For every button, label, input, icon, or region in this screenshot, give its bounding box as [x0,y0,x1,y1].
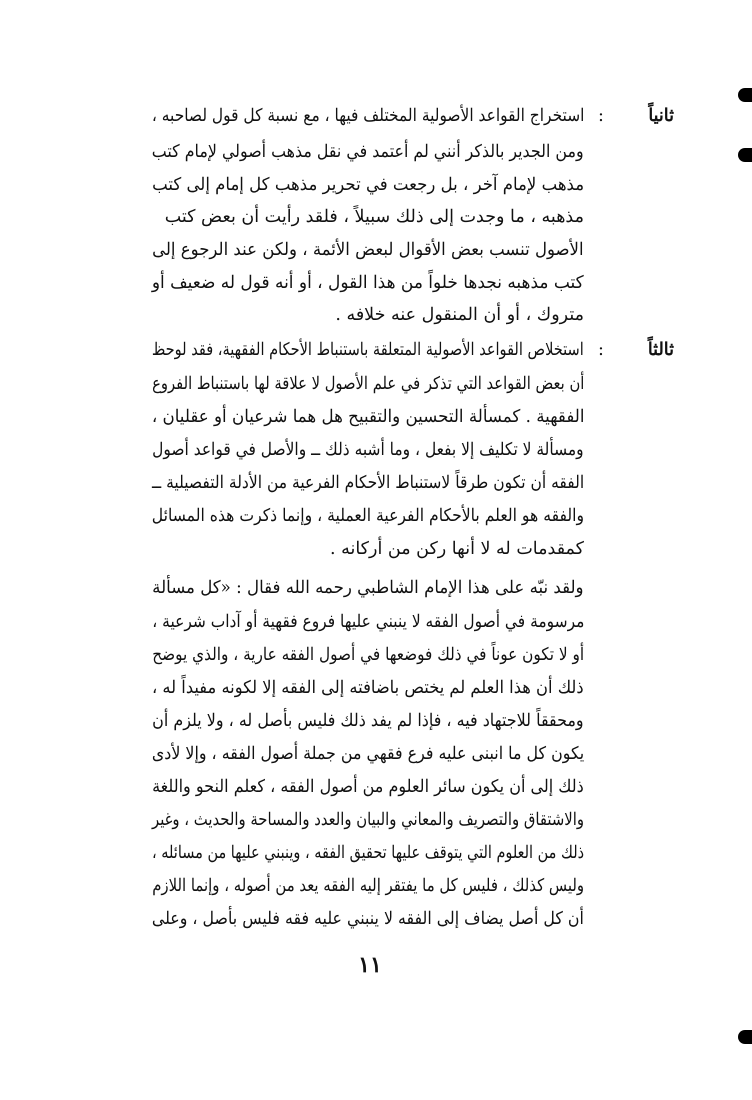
text-line: والفقه هو العلم بالأحكام الفرعية العملية ، وإنما ذكرت هذه المسائل [151,506,584,526]
text-line: ولقد نبّه على هذا الإمام الشاطبي رحمه الله فقال : «كل مسألة [152,578,584,598]
text-line: كمقدمات له لا أنها ركن من أركانه . [329,539,584,559]
text-line: وليس كذلك ، فليس كل ما يفتقر إليه الفقه يعد من أصوله ، وإنما اللازم [152,876,584,896]
text-line: متروك ، أو أن المنقول عنه خلافه . [335,305,584,325]
scan-edge-mark [738,1030,752,1044]
text-line: ومن الجدير بالذكر أنني لم أعتمد في نقل مذهب أصولي لإمام كتب [152,142,584,162]
section-colon: : [598,340,604,360]
text-line: مرسومة في أصول الفقه لا ينبني عليها فروع فقهية أو آداب شرعية ، [151,612,584,632]
text-line: يكون كل ما انبنى عليه فرع فقهي من جملة أصول الفقه ، وإلا لأدى [151,744,584,764]
text-line: ومسألة لا تكليف إلا بفعل ، وما أشبه ذلك ــ والأصل في قواعد أصول [152,440,584,460]
text-line: الفقه أن تكون طرقاً لاستنباط الأحكام الفرعية من الأدلة التفصيلية ــ [151,473,584,493]
page-number: ١١ [358,952,382,978]
section-label: ثانياً [648,106,674,126]
text-line: ذلك من العلوم التي يتوقف عليها تحقيق الفقه ، وينبني عليها من مسائله ، [151,843,584,863]
text-line: ذلك أن هذا العلم لم يختص باضافته إلى الفقه إلا لكونه مفيداً له ، [152,678,584,698]
text-line: استخراج القواعد الأصولية المختلف فيها ، مع نسبة كل قول لصاحبه ، [151,106,584,126]
text-line: مذهب لإمام آخر ، بل رجعت في تحرير مذهب كل إمام إلى كتب [152,175,584,195]
text-line: ذلك إلى أن يكون سائر العلوم من أصول الفقه ، كعلم النحو واللغة [152,777,584,797]
text-line: كتب مذهبه نجدها خلواً من هذا القول ، أو أنه قول له ضعيف أو [152,273,584,293]
text-line: ومحققاً للاجتهاد فيه ، فإذا لم يفد ذلك فليس بأصل له ، ولا يلزم أن [152,711,584,731]
text-line: الفقهية . كمسألة التحسين والتقبيح هل هما شرعيان أو عقليان ، [151,407,584,427]
text-line: والاشتقاق والتصريف والمعاني والبيان والعدد والمساحة والحديث ، وغير [152,810,584,830]
section-colon: : [598,106,604,126]
text-line: أن كل أصل يضاف إلى الفقه لا ينبني عليه فقه فليس بأصل ، وعلى [151,909,584,929]
scan-edge-mark [738,88,752,102]
text-line: أو لا تكون عوناً في ذلك فوضعها في أصول الفقه عارية ، والذي يوضح [152,645,584,665]
text-line: الأصول تنسب بعض الأقوال لبعض الأئمة ، ولكن عند الرجوع إلى [152,240,584,260]
text-line: مذهبه ، ما وجدت إلى ذلك سبيلاً ، فلقد رأيت أن بعض كتب [164,207,584,227]
text-line: استخلاص القواعد الأصولية المتعلقة باستنباط الأحكام الفقهية، فقد لوحظ [152,340,584,360]
text-line: أن بعض القواعد التي تذكر في علم الأصول لا علاقة لها باستنباط الفروع [151,374,584,394]
scan-edge-mark [738,148,752,162]
section-label: ثالثاً [647,340,674,360]
